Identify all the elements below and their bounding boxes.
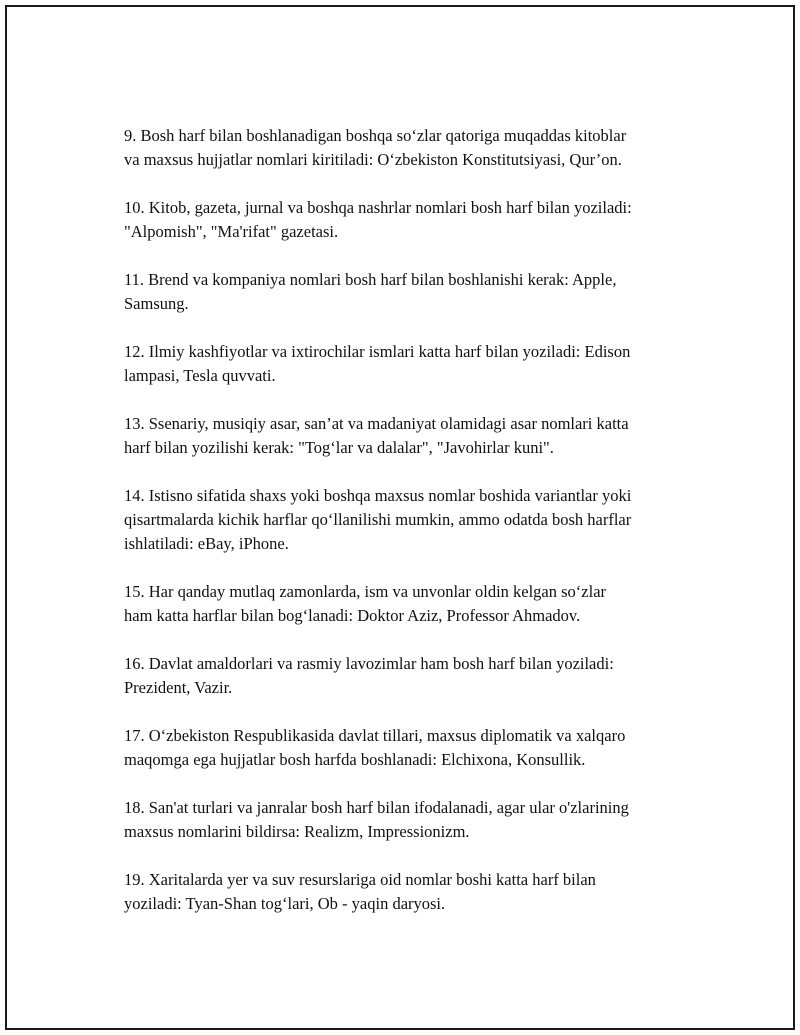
paragraph-line: 10. Kitob, gazeta, jurnal va boshqa nashrlar nomlari bosh harf bilan yoziladi: [124, 198, 632, 217]
paragraph-line: Prezident, Vazir. [124, 678, 233, 697]
paragraph-line: 19. Xaritalarda yer va suv resurslariga oid nomlar boshi katta harf bilan [124, 870, 596, 889]
paragraph-9 [124, 124, 704, 172]
paragraph-11 [124, 268, 704, 316]
paragraph-line: 13. Ssenariy, musiqiy asar, san’at va madaniyat olamidagi asar nomlari katta [124, 414, 629, 433]
paragraph-line: ishlatiladi: eBay, iPhone. [124, 534, 289, 553]
paragraph-line: harf bilan yozilishi kerak: "Tog‘lar va dalalar", "Javohirlar kuni". [124, 438, 554, 457]
paragraph-line: 11. Brend va kompaniya nomlari bosh harf bilan boshlanishi kerak: Apple, [124, 270, 617, 289]
paragraph-line: ham katta harflar bilan bog‘lanadi: Doktor Aziz, Professor Ahmadov. [124, 606, 581, 625]
paragraph-line: Samsung. [124, 294, 189, 313]
paragraph-line: va maxsus hujjatlar nomlari kiritiladi: O‘zbekiston Konstitutsiyasi, Qur’on. [124, 150, 622, 169]
paragraph-line: lampasi, Tesla quvvati. [124, 366, 276, 385]
paragraph-line: 9. Bosh harf bilan boshlanadigan boshqa so‘zlar qatoriga muqaddas kitoblar [124, 126, 627, 145]
paragraph-18 [124, 796, 704, 844]
paragraph-line: maxsus nomlarini bildirsa: Realizm, Impressionizm. [124, 822, 470, 841]
page-frame [5, 5, 795, 1030]
paragraph-14 [124, 484, 704, 556]
paragraph-17 [124, 724, 704, 772]
document-body [124, 124, 704, 940]
paragraph-12 [124, 340, 704, 388]
paragraph-line: 17. O‘zbekiston Respublikasida davlat tillari, maxsus diplomatik va xalqaro [124, 726, 626, 745]
paragraph-19 [124, 868, 704, 916]
paragraph-line: 16. Davlat amaldorlari va rasmiy lavozimlar ham bosh harf bilan yoziladi: [124, 654, 614, 673]
paragraph-line: 14. Istisno sifatida shaxs yoki boshqa maxsus nomlar boshida variantlar yoki [124, 486, 632, 505]
paragraph-line: qisartmalarda kichik harflar qo‘llanilishi mumkin, ammo odatda bosh harflar [124, 510, 632, 529]
paragraph-13 [124, 412, 704, 460]
paragraph-line: "Alpomish", "Ma'rifat" gazetasi. [124, 222, 339, 241]
paragraph-line: 15. Har qanday mutlaq zamonlarda, ism va unvonlar oldin kelgan so‘zlar [124, 582, 607, 601]
paragraph-10 [124, 196, 704, 244]
paragraph-line: 12. Ilmiy kashfiyotlar va ixtirochilar ismlari katta harf bilan yoziladi: Edison [124, 342, 631, 361]
paragraph-line: yoziladi: Tyan-Shan tog‘lari, Ob - yaqin daryosi. [124, 894, 446, 913]
paragraph-line: 18. San'at turlari va janralar bosh harf bilan ifodalanadi, agar ular o'zlarining [124, 798, 629, 817]
paragraph-15 [124, 580, 704, 628]
paragraph-16 [124, 652, 704, 700]
paragraph-line: maqomga ega hujjatlar bosh harfda boshlanadi: Elchixona, Konsullik. [124, 750, 586, 769]
